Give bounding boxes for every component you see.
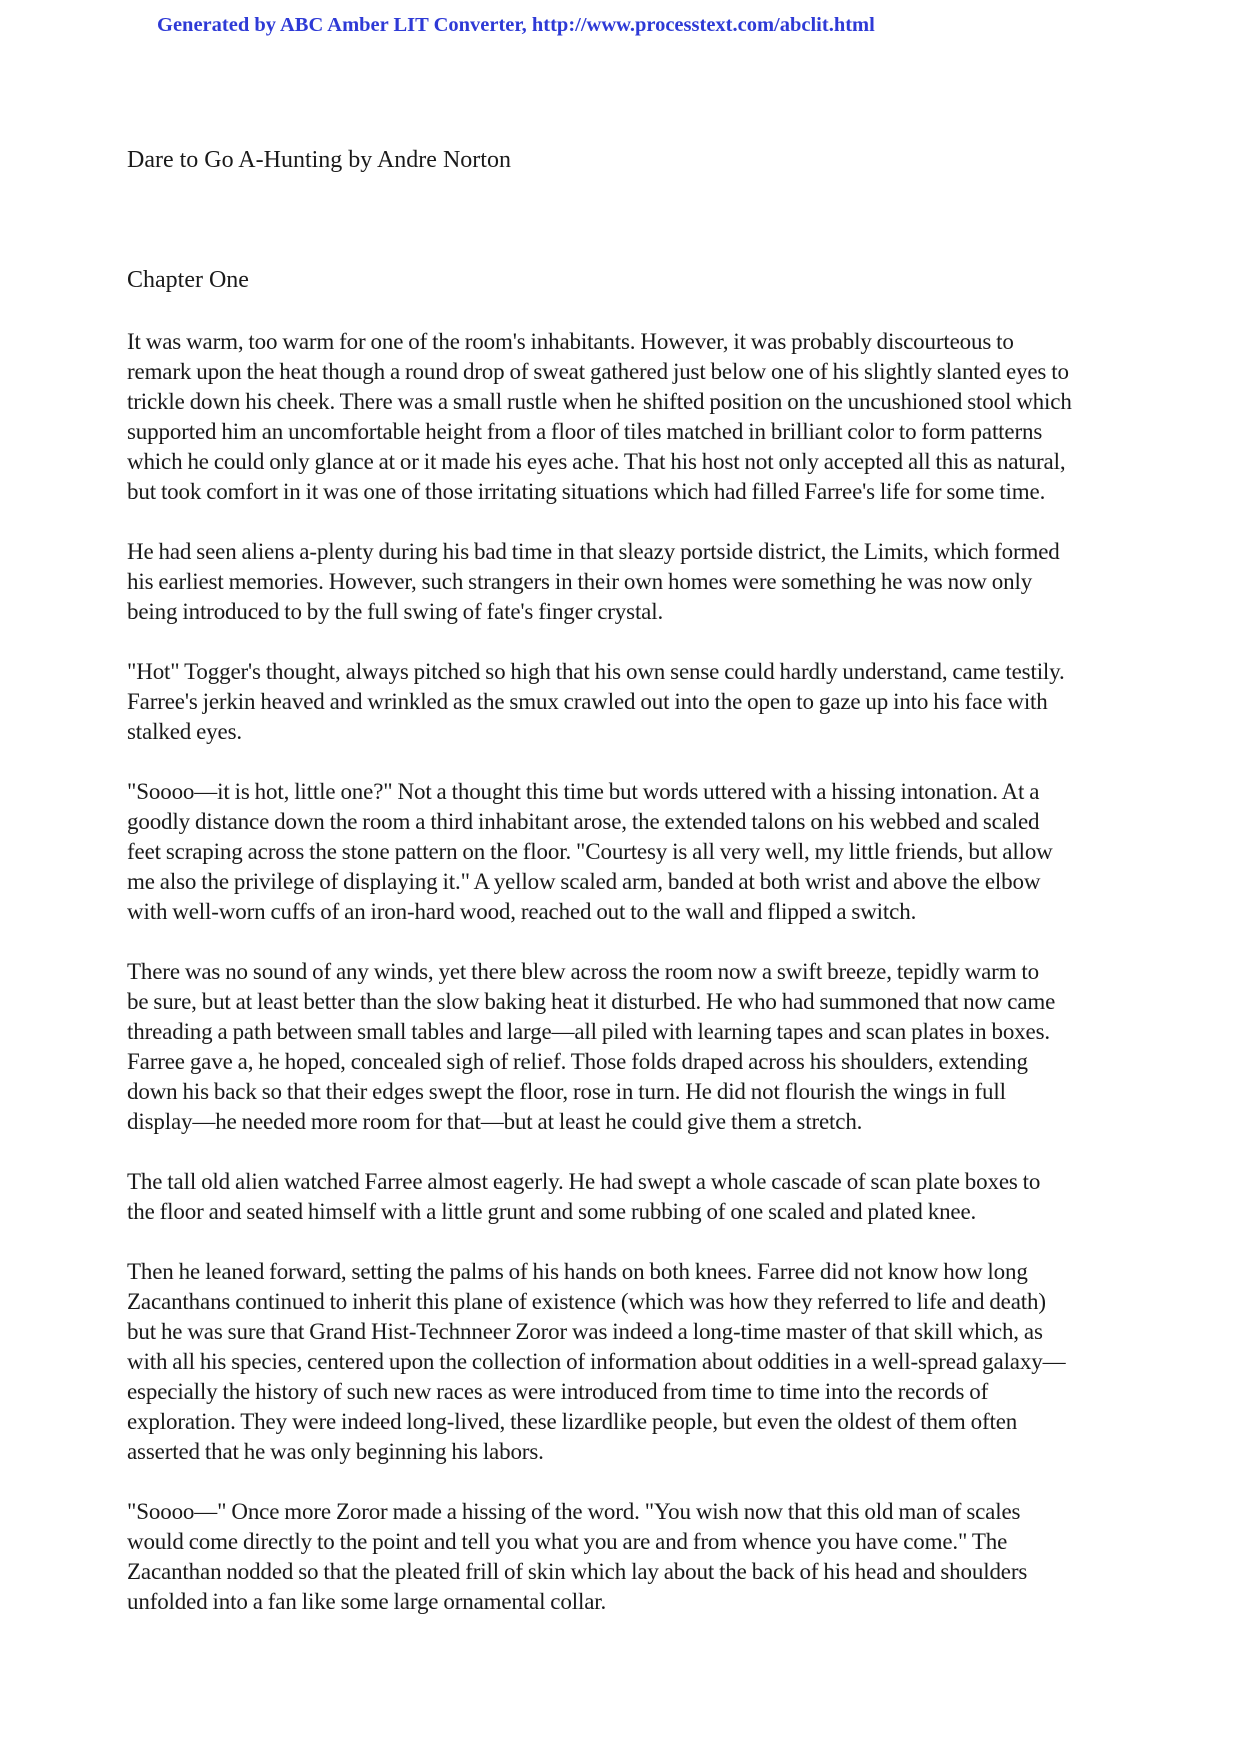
text-line: would come directly to the point and tell you what you are and from whence you have come." The [127,1529,1008,1554]
text-line: being introduced to by the full swing of fate's finger crystal. [127,599,664,624]
text-line: with well-worn cuffs of an iron-hard wood, reached out to the wall and flipped a switch. [127,899,917,924]
paragraph [127,1257,1127,1467]
text-line: unfolded into a fan like some large ornamental collar. [127,1589,607,1614]
text-line: but he was sure that Grand Hist-Technneer Zoror was indeed a long-time master of that skill which, as [127,1319,1043,1344]
text-line: feet scraping across the stone pattern on the floor. "Courtesy is all very well, my little friends, but allow [127,839,1053,864]
text-line: down his back so that their edges swept the floor, rose in turn. He did not flourish the wings in full [127,1079,1006,1104]
text-line: "Soooo—" Once more Zoror made a hissing of the word. "You wish now that this old man of scales [127,1499,1021,1524]
text-line: He had seen aliens a-plenty during his bad time in that sleazy portside district, the Limits, which formed [127,539,1060,564]
text-line: trickle down his cheek. There was a small rustle when he shifted position on the uncushioned stool which [127,389,1072,414]
text-line: stalked eyes. [127,719,242,744]
text-line: exploration. They were indeed long-lived, these lizardlike people, but even the oldest of them often [127,1409,1018,1434]
paragraph [127,777,1127,927]
text-line: remark upon the heat though a round drop of sweat gathered just below one of his slightly slanted eyes to [127,359,1069,384]
text-line: the floor and seated himself with a little grunt and some rubbing of one scaled and plated knee. [127,1199,977,1224]
text-line: his earliest memories. However, such strangers in their own homes were something he was now only [127,569,1033,594]
text-line: goodly distance down the room a third inhabitant arose, the extended talons on his webbed and scaled [127,809,1040,834]
text-line: "Soooo—it is hot, little one?" Not a thought this time but words uttered with a hissing intonation. At a [127,779,1040,804]
text-line: Farree gave a, he hoped, concealed sigh of relief. Those folds draped across his shoulders, extending [127,1049,1028,1074]
text-line: which he could only glance at or it made his eyes ache. That his host not only accepted all this as natural, [127,449,1066,474]
text-line: Then he leaned forward, setting the palms of his hands on both knees. Farree did not know how long [127,1259,1028,1284]
paragraph [127,537,1127,627]
text-line: Farree's jerkin heaved and wrinkled as the smux crawled out into the open to gaze up into his face with [127,689,1048,714]
text-line: threading a path between small tables and large—all piled with learning tapes and scan plates in boxes. [127,1019,1050,1044]
text-line: "Hot" Togger's thought, always pitched so high that his own sense could hardly understand, came testily. [127,659,1065,684]
text-line: There was no sound of any winds, yet there blew across the room now a swift breeze, tepidly warm to [127,959,1040,984]
book-title: Dare to Go A-Hunting by Andre Norton [127,147,511,173]
paragraph [127,1497,1127,1617]
text-line: It was warm, too warm for one of the room's inhabitants. However, it was probably discourteous to [127,329,1014,354]
text-line: with all his species, centered upon the collection of information about oddities in a well-spread galaxy— [127,1349,1066,1374]
text-line: especially the history of such new races as were introduced from time to time into the records of [127,1379,989,1404]
chapter-heading: Chapter One [127,267,249,293]
paragraph [127,657,1127,747]
text-line: supported him an uncomfortable height from a floor of tiles matched in brilliant color to form patterns [127,419,1043,444]
text-line: Zacanthans continued to inherit this plane of existence (which was how they referred to life and death) [127,1289,1046,1314]
chapter-body [127,327,1127,1647]
text-line: me also the privilege of displaying it." A yellow scaled arm, banded at both wrist and above the elbow [127,869,1041,894]
converter-header: Generated by ABC Amber LIT Converter, http://www.processtext.com/abclit.html [157,14,875,36]
paragraph [127,327,1127,507]
text-line: asserted that he was only beginning his labors. [127,1439,544,1464]
text-line: but took comfort in it was one of those irritating situations which had filled Farree's life for some time. [127,479,1046,504]
text-line: Zacanthan nodded so that the pleated frill of skin which lay about the back of his head and shoulders [127,1559,1028,1584]
text-line: display—he needed more room for that—but at least he could give them a stretch. [127,1109,863,1134]
paragraph [127,957,1127,1137]
paragraph [127,1167,1127,1227]
text-line: The tall old alien watched Farree almost eagerly. He had swept a whole cascade of scan plate boxes to [127,1169,1041,1194]
text-line: be sure, but at least better than the slow baking heat it disturbed. He who had summoned that now came [127,989,1056,1014]
